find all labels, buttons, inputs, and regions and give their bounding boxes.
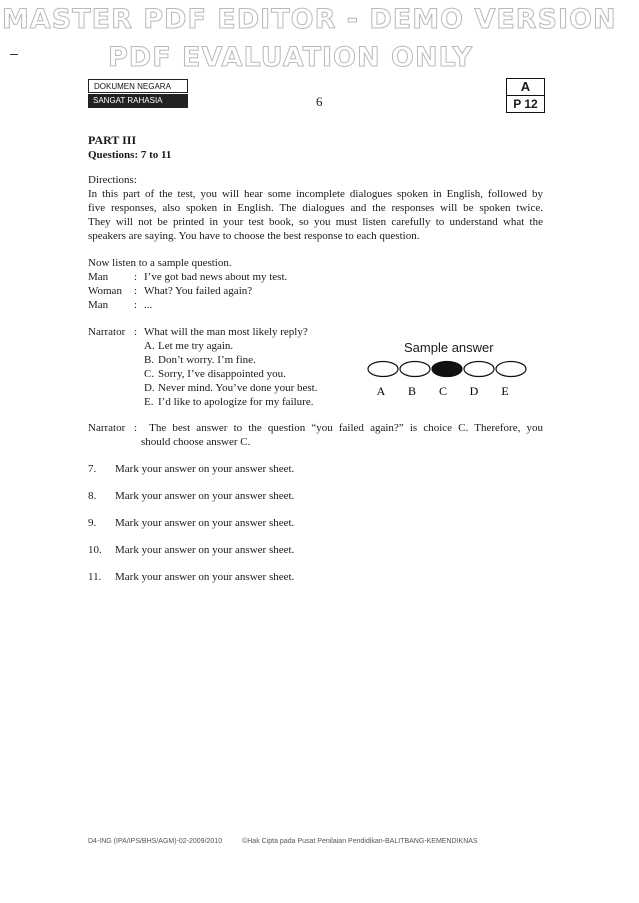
question-item: 11. Mark your answer on your answer sheet.	[88, 571, 295, 583]
answer-letter-d: D	[469, 384, 479, 397]
answer-bubble-a	[368, 362, 398, 377]
directions-line: In this part of the test, you will hear some incomplete dialogues spoken in English, followed by	[88, 188, 543, 200]
answer-bubble-b	[400, 362, 430, 377]
directions-line: speakers are saying. You have to choose the best response to each question.	[88, 230, 420, 242]
answer-bubble-d	[464, 362, 494, 377]
questions-range: Questions: 7 to 11	[88, 149, 172, 161]
watermark-line-1: MASTER PDF EDITOR - DEMO VERSION	[2, 4, 617, 35]
answer-bubbles	[367, 360, 527, 378]
narrator-question: Narrator : What will the man most likely reply?	[88, 326, 308, 338]
directions-line: five responses, also spoken in English. The dialogues and the responses will be spoken twice.	[88, 202, 543, 214]
question-item: 8. Mark your answer on your answer sheet.	[88, 490, 295, 502]
dialogue-line: Man : ...	[88, 299, 153, 311]
option-c: C. Sorry, I’ve disappointed you.	[144, 368, 286, 380]
answer-letter-a: A	[376, 384, 386, 397]
option-a: A. Let me try again.	[144, 340, 234, 352]
part-title: PART III	[88, 133, 137, 147]
page-number: 6	[316, 94, 323, 109]
question-item: 7. Mark your answer on your answer sheet.	[88, 463, 295, 475]
directions-heading: Directions:	[88, 174, 137, 186]
paper-code-box	[506, 78, 545, 113]
option-e: E. I’d like to apologize for my failure.	[144, 396, 314, 408]
narrator-explanation: Narrator : The best answer to the question “you failed again?” is choice C. Therefore, you should choose answer C.	[88, 422, 543, 448]
option-d: D. Never mind. You’ve done your best.	[144, 382, 318, 394]
footer-copyright: ©Hak Cipta pada Pusat Penilaian Pendidikan-BALITBANG-KEMENDIKNAS	[242, 838, 478, 845]
question-item: 9. Mark your answer on your answer sheet.	[88, 517, 295, 529]
explanation-line: should choose answer C.	[141, 436, 251, 448]
question-item: 10. Mark your answer on your answer sheet.	[88, 544, 295, 556]
narrator-label: Narrator	[88, 326, 126, 338]
narrator-label: Narrator	[88, 422, 126, 434]
directions-line: They will not be printed in your test book, so you must listen carefully to understand what the	[88, 216, 543, 228]
sample-intro: Now listen to a sample question.	[88, 257, 232, 269]
answer-letter-c: C	[438, 384, 448, 397]
paper-code-bottom: P 12	[513, 97, 538, 111]
utterance: ...	[144, 299, 153, 311]
answer-letters	[369, 383, 519, 397]
dialogue-line: Woman : What? You failed again?	[88, 285, 253, 297]
narrator-question-text: What will the man most likely reply?	[144, 326, 308, 338]
footer-code: D4-ING (IPA/IPS/BHS/AGM)-02-2009/2010	[88, 838, 223, 845]
answer-bubble-e	[496, 362, 526, 377]
utterance: I’ve got bad news about my test.	[144, 271, 288, 283]
directions-body	[88, 187, 543, 243]
page-mark	[10, 54, 18, 55]
explanation-line: The best answer to the question “you failed again?” is choice C. Therefore, you	[149, 422, 543, 434]
secrecy-label: SANGAT RAHASIA	[88, 94, 188, 108]
option-b: B. Don’t worry. I’m fine.	[144, 354, 256, 366]
answer-bubble-c	[432, 362, 462, 377]
dialogue-line: Man : I’ve got bad news about my test.	[88, 271, 288, 283]
speaker: Man	[88, 299, 109, 311]
speaker: Woman	[88, 285, 122, 297]
utterance: What? You failed again?	[144, 285, 253, 297]
sample-answer-title: Sample answer	[404, 340, 494, 355]
answer-letter-b: B	[407, 384, 417, 397]
answer-letter-e: E	[501, 384, 509, 397]
watermark-line-2: PDF EVALUATION ONLY	[108, 42, 474, 73]
speaker: Man	[88, 271, 109, 283]
paper-code-top: A	[507, 79, 544, 96]
page-footer	[88, 838, 478, 845]
doc-classification-label: DOKUMEN NEGARA	[88, 79, 188, 93]
